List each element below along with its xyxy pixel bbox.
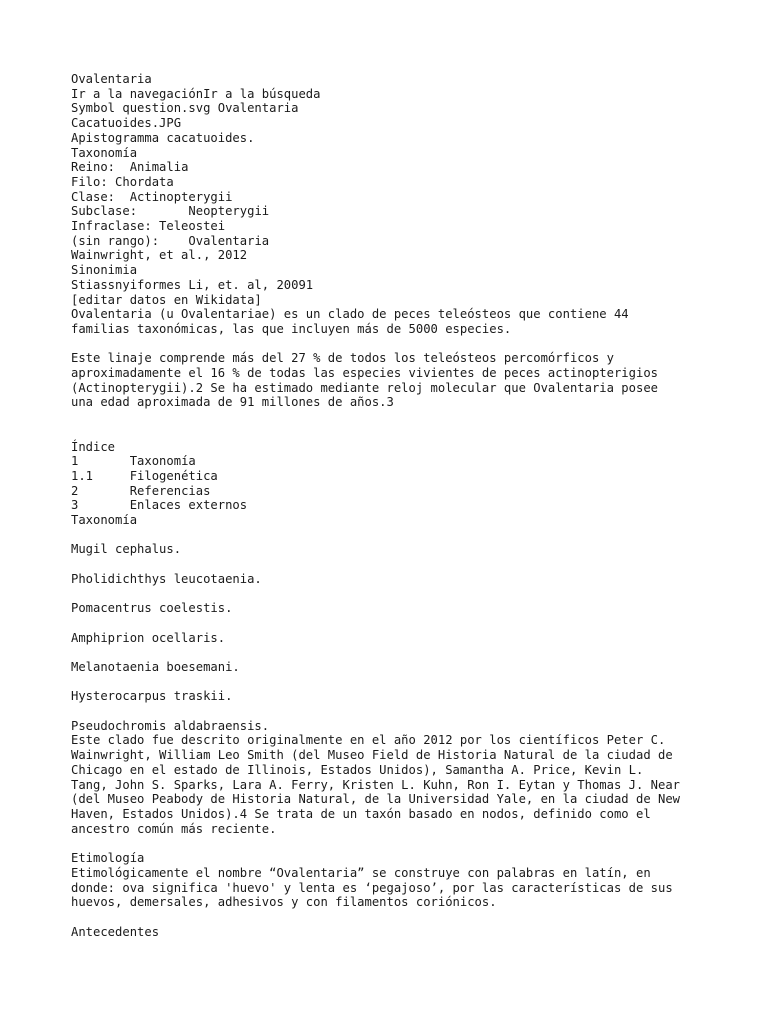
paragraph-line: Este clado fue descrito originalmente en el año 2012 por los científicos Peter C.: [71, 733, 666, 748]
taxobox-row: Infraclase: Teleostei: [71, 219, 226, 234]
paragraph-line: una edad aproximada de 91 millones de años.3: [71, 395, 394, 410]
paragraph-line: Etimológicamente el nombre “Ovalentaria” se construye con palabras en latín, en: [71, 865, 651, 880]
species-caption: Mugil cephalus.: [71, 542, 182, 557]
paragraph-line: Este linaje comprende más del 27 % de todos los teleósteos percomórficos y: [71, 351, 614, 366]
species-caption: Melanotaenia boesemani.: [71, 660, 240, 674]
spacer: [71, 425, 711, 440]
paragraph-line: (del Museo Peabody de Historia Natural, de la Universidad Yale, en la ciudad de New: [71, 792, 681, 807]
paragraph-line: Haven, Estados Unidos).4 Se trata de un taxón basado en nodos, definido como el: [71, 807, 651, 821]
section-heading: Etimología: [71, 851, 145, 866]
paragraph-line: aproximadamente el 16 % de todas las especies vivientes de peces actinopterigios: [71, 366, 658, 381]
page-title: Ovalentaria: [71, 72, 152, 86]
table-of-contents: [71, 440, 711, 514]
taxobox-row: Reino: Animalia: [71, 160, 189, 175]
spacer: [71, 587, 711, 602]
species-caption: Pomacentrus coelestis.: [71, 601, 233, 616]
spacer: [71, 836, 711, 851]
paragraph-line: huevos, demersales, adhesivos y con filamentos coriónicos.: [71, 895, 497, 910]
etymology-section: [71, 851, 711, 910]
section-heading: Antecedentes: [71, 924, 160, 939]
intro-paragraph: [71, 351, 711, 410]
toc-item[interactable]: 1.1 Filogenética: [71, 468, 218, 483]
synonym: Stiassnyiformes Li, et. al, 20091: [71, 277, 314, 292]
spacer: [71, 645, 711, 660]
paragraph-line: donde: ova significa 'huevo' y lenta es ‘pegajoso’, por las características de sus: [71, 880, 673, 895]
image-caption: Apistogramma cacatuoides.: [71, 130, 255, 145]
toc-item[interactable]: 1 Taxonomía: [71, 454, 196, 469]
spacer: [71, 410, 711, 425]
taxobox-row: Clase: Actinopterygii: [71, 189, 233, 204]
toc-heading: Índice: [71, 439, 116, 454]
taxobox-row: Filo: Chordata: [71, 174, 174, 189]
document-page: [71, 72, 711, 939]
spacer: [71, 675, 711, 690]
navigation-links[interactable]: Ir a la navegaciónIr a la búsqueda: [71, 86, 321, 101]
paragraph-line: Tang, John S. Sparks, Lara A. Ferry, Kristen L. Kuhn, Ron I. Eytan y Thomas J. Near: [71, 777, 681, 792]
intro-paragraph: [71, 307, 711, 336]
spacer: [71, 910, 711, 925]
background-section: [71, 925, 711, 940]
toc-item[interactable]: 2 Referencias: [71, 483, 211, 498]
species-caption: Hysterocarpus traskii.: [71, 689, 233, 704]
spacer: [71, 616, 711, 631]
taxobox-heading: Taxonomía: [71, 145, 138, 160]
spacer: [71, 528, 711, 543]
edit-wikidata-link[interactable]: [editar datos en Wikidata]: [71, 292, 262, 307]
taxobox-row: (sin rango): Ovalentaria: [71, 233, 270, 248]
paragraph-line: Wainwright, William Leo Smith (del Museo Field de Historia Natural de la ciudad de: [71, 748, 673, 763]
species-caption: Pholidichthys leucotaenia.: [71, 571, 262, 586]
taxonomy-section: [71, 513, 711, 836]
taxobox: [71, 146, 711, 308]
paragraph-line: familias taxonómicas, las que incluyen más de 5000 especies.: [71, 321, 512, 336]
taxobox-row: Subclase: Neopterygii: [71, 204, 270, 219]
paragraph-line: Ovalentaria (u Ovalentariae) es un clado de peces teleósteos que contiene 44: [71, 307, 629, 322]
toc-item[interactable]: 3 Enlaces externos: [71, 498, 248, 513]
taxobox-row: Wainwright, et al., 2012: [71, 248, 248, 263]
section-heading: Taxonomía: [71, 513, 138, 528]
paragraph-line: Chicago en el estado de Illinois, Estados Unidos), Samantha A. Price, Kevin L.: [71, 762, 644, 777]
paragraph-line: ancestro común más reciente.: [71, 821, 277, 836]
image-filename[interactable]: Cacatuoides.JPG: [71, 116, 182, 131]
species-caption: Pseudochromis aldabraensis.: [71, 718, 270, 733]
symbol-reference: Symbol question.svg Ovalentaria: [71, 101, 299, 116]
species-caption: Amphiprion ocellaris.: [71, 630, 226, 645]
synonymy-heading: Sinonimia: [71, 263, 138, 278]
spacer: [71, 704, 711, 719]
paragraph-line: (Actinopterygii).2 Se ha estimado mediante reloj molecular que Ovalentaria posee: [71, 380, 658, 395]
spacer: [71, 557, 711, 572]
spacer: [71, 337, 711, 352]
